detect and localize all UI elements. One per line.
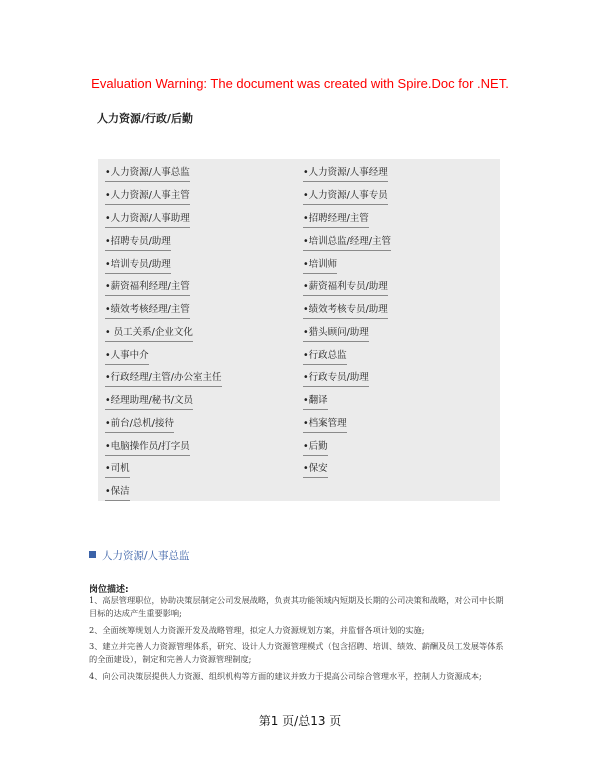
job-link[interactable]: •薪资福利专员/助理 <box>303 281 388 296</box>
job-link[interactable]: •招聘经理/主管 <box>303 213 369 228</box>
job-link[interactable]: •绩效考核专员/助理 <box>303 304 388 319</box>
job-link[interactable]: •行政总监 <box>303 350 347 365</box>
job-category-grid <box>98 159 500 501</box>
job-link[interactable]: •人力资源/人事主管 <box>105 190 190 205</box>
description-paragraph: 1、高层管理职位，协助决策层制定公司发展战略，负责其功能领域内短期及长期的公司决策和战略，对公司中长期目标的达成产生重要影响; <box>89 595 504 618</box>
section-title <box>89 548 190 563</box>
job-link[interactable]: •行政经理/主管/办公室主任 <box>105 372 222 387</box>
job-link[interactable]: •人力资源/人事专员 <box>303 190 388 205</box>
job-link[interactable]: •后勤 <box>303 441 328 456</box>
job-link[interactable]: •人力资源/人事总监 <box>105 167 190 182</box>
job-link[interactable]: •培训总监/经理/主管 <box>303 236 391 251</box>
description-title: 岗位描述: <box>89 585 129 595</box>
page-footer: 第1 页/总13 页 <box>258 714 342 728</box>
job-link[interactable]: •保洁 <box>105 486 130 501</box>
section-title-text: 人力资源/人事总监 <box>102 550 190 562</box>
job-link[interactable]: •培训专员/助理 <box>105 259 171 274</box>
job-link[interactable]: •绩效考核经理/主管 <box>105 304 190 319</box>
job-link[interactable]: •行政专员/助理 <box>303 372 369 387</box>
job-link[interactable]: •人事中介 <box>105 350 149 365</box>
job-link[interactable]: •人力资源/人事经理 <box>303 167 388 182</box>
job-link[interactable]: •培训师 <box>303 259 337 274</box>
job-link[interactable]: •招聘专员/助理 <box>105 236 171 251</box>
description-paragraph: 3、建立并完善人力资源管理体系，研究、设计人力资源管理模式（包含招聘、培训、绩效、薪酬及员工发展等体系的全面建设），制定和完善人力资源管理制度; <box>89 641 504 664</box>
job-link[interactable]: •司机 <box>105 463 130 478</box>
evaluation-warning: Evaluation Warning: The document was created with Spire.Doc for .NET. <box>91 76 509 91</box>
job-link[interactable]: •经理助理/秘书/文员 <box>105 395 193 410</box>
description-paragraph: 4、向公司决策层提供人力资源、组织机构等方面的建议并致力于提高公司综合管理水平，控制人力资源成本; <box>89 671 482 681</box>
job-link[interactable]: •薪资福利经理/主管 <box>105 281 190 296</box>
job-link[interactable]: •前台/总机/接待 <box>105 418 174 433</box>
square-bullet-icon <box>89 551 96 558</box>
description-paragraph: 2、全面统筹规划人力资源开发及战略管理，拟定人力资源规划方案，并监督各项计划的实施; <box>89 625 425 635</box>
job-link[interactable]: •人力资源/人事助理 <box>105 213 190 228</box>
job-link[interactable]: •猎头顾问/助理 <box>303 327 369 342</box>
page-heading: 人力资源/行政/后勤 <box>97 112 194 125</box>
job-link[interactable]: •翻译 <box>303 395 328 410</box>
job-link[interactable]: •档案管理 <box>303 418 347 433</box>
job-link[interactable]: •保安 <box>303 463 328 478</box>
job-link[interactable]: • 员工关系/企业文化 <box>105 327 193 342</box>
job-link[interactable]: •电脑操作员/打字员 <box>105 441 190 456</box>
